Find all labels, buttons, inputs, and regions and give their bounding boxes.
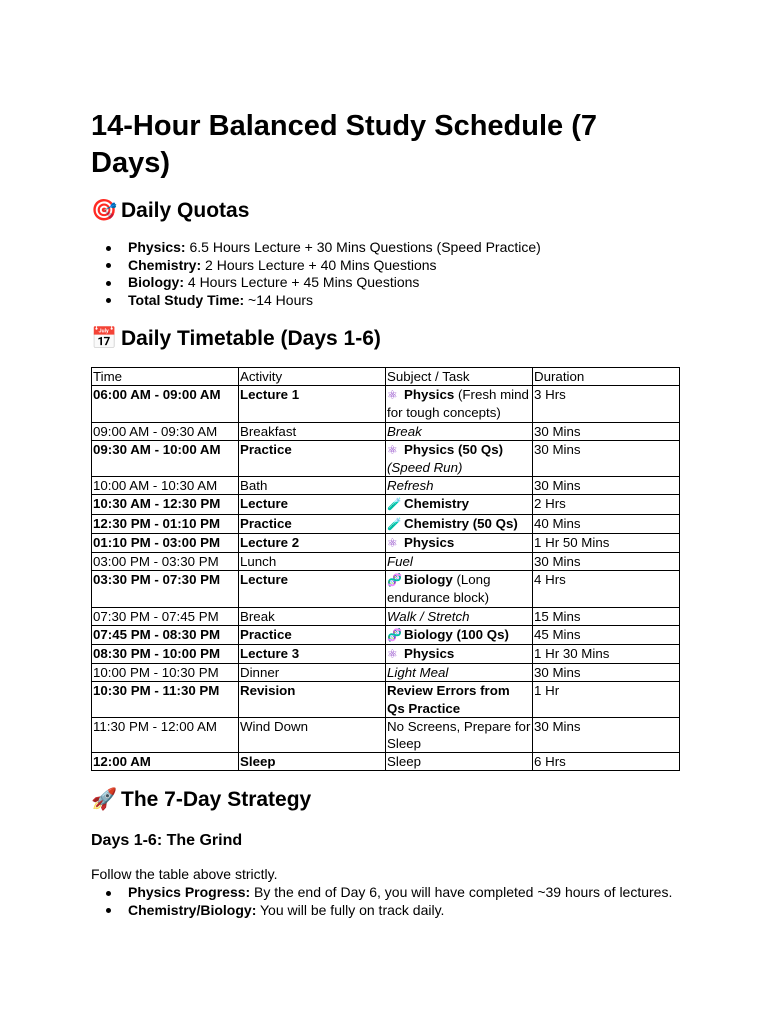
table-row <box>92 386 680 422</box>
strategy-list <box>91 884 672 919</box>
daily-quotas-heading <box>91 198 249 224</box>
cell-subject <box>386 682 533 717</box>
subject-main: Physics (50 Qs) <box>404 441 504 457</box>
atom-icon: ⚛ <box>387 442 398 457</box>
cell-activity: Practice <box>239 440 386 476</box>
cell-subject <box>386 553 533 571</box>
list-item <box>91 902 672 920</box>
cell-subject <box>386 625 533 644</box>
subject-note: Refresh <box>387 478 434 494</box>
cell-time: 03:30 PM - 07:30 PM <box>92 571 239 607</box>
table-row <box>92 625 680 644</box>
table-row <box>92 682 680 717</box>
strategy-label: Physics Progress: <box>128 884 251 900</box>
list-item <box>91 239 541 257</box>
atom-icon: ⚛ <box>387 535 398 550</box>
cell-duration: 30 Mins <box>533 422 680 440</box>
dna-icon: 🧬 <box>387 573 402 588</box>
test-tube-icon: 🧪 <box>387 516 402 531</box>
cell-activity: Breakfast <box>239 422 386 440</box>
strategy-text: You will be fully on track daily. <box>256 901 445 918</box>
strategy-subheading: Days 1-6: The Grind <box>91 832 243 849</box>
table-row <box>92 477 680 495</box>
subject-note: Sleep <box>387 754 422 770</box>
table-row <box>92 753 680 771</box>
daily-quotas-list <box>91 239 541 309</box>
calendar-icon: 📅 <box>91 327 118 350</box>
table-row <box>92 495 680 514</box>
cell-duration: 2 Hrs <box>533 495 680 514</box>
cell-time: 07:45 PM - 08:30 PM <box>92 625 239 644</box>
atom-icon: ⚛ <box>387 647 398 662</box>
cell-subject <box>386 717 533 752</box>
cell-activity: Break <box>239 607 386 625</box>
cell-subject <box>386 571 533 607</box>
subject-note: No Screens, Prepare for Sleep <box>387 718 531 752</box>
cell-duration: 40 Mins <box>533 514 680 533</box>
cell-duration: 1 Hr 50 Mins <box>533 533 680 552</box>
quota-text: 4 Hours Lecture + 45 Mins Questions <box>184 274 420 291</box>
table-header-row <box>92 368 680 386</box>
subject-note: Walk / Stretch <box>387 608 470 624</box>
table-row <box>92 664 680 682</box>
list-item <box>91 257 541 275</box>
subject-note: Break <box>387 423 422 439</box>
subject-main: Physics <box>404 646 455 662</box>
subject-note: (Fresh mind for tough concepts) <box>387 387 529 421</box>
cell-subject <box>386 440 533 476</box>
strategy-heading-text: The 7-Day Strategy <box>121 788 312 811</box>
table-row <box>92 571 680 607</box>
cell-duration: 30 Mins <box>533 553 680 571</box>
rocket-icon: 🚀 <box>91 788 118 811</box>
cell-activity: Lecture <box>239 495 386 514</box>
cell-subject <box>386 514 533 533</box>
cell-duration: 1 Hr 30 Mins <box>533 645 680 664</box>
subject-main: Chemistry (50 Qs) <box>404 515 518 531</box>
cell-subject <box>386 645 533 664</box>
dna-icon: 🧬 <box>387 627 402 642</box>
subject-note: (Speed Run) <box>387 460 463 476</box>
strategy-intro: Follow the table above strictly. <box>91 866 278 882</box>
target-icon: 🎯 <box>91 199 118 222</box>
table-row <box>92 440 680 476</box>
cell-time: 09:30 AM - 10:00 AM <box>92 440 239 476</box>
cell-time: 12:30 PM - 01:10 PM <box>92 514 239 533</box>
strategy-text: By the end of Day 6, you will have completed ~39 hours of lectures. <box>250 884 673 900</box>
subject-main: Biology (100 Qs) <box>404 626 509 642</box>
subject-main: Physics <box>404 387 455 403</box>
cell-time: 08:30 PM - 10:00 PM <box>92 645 239 664</box>
subject-main: Review Errors from Qs Practice <box>387 683 510 716</box>
quota-text: 6.5 Hours Lecture + 30 Mins Questions (Speed Practice) <box>185 239 541 255</box>
cell-time: 10:00 AM - 10:30 AM <box>92 477 239 495</box>
cell-activity: Sleep <box>239 753 386 771</box>
cell-duration: 15 Mins <box>533 607 680 625</box>
quota-label: Biology: <box>128 274 184 291</box>
cell-time: 03:00 PM - 03:30 PM <box>92 553 239 571</box>
cell-subject <box>386 477 533 495</box>
cell-activity: Lecture <box>239 571 386 607</box>
list-item <box>91 884 672 902</box>
cell-time: 12:00 AM <box>92 753 239 771</box>
daily-timetable-heading-text: Daily Timetable (Days 1-6) <box>121 327 381 350</box>
strategy-heading <box>91 787 311 813</box>
table-row <box>92 645 680 664</box>
header-cell-activity: Activity <box>239 368 386 386</box>
cell-time: 06:00 AM - 09:00 AM <box>92 386 239 422</box>
cell-duration: 45 Mins <box>533 625 680 644</box>
table-row <box>92 533 680 552</box>
list-item <box>91 292 541 310</box>
subject-note: Fuel <box>387 554 413 570</box>
atom-icon: ⚛ <box>387 388 398 403</box>
cell-duration: 30 Mins <box>533 717 680 752</box>
cell-duration: 30 Mins <box>533 477 680 495</box>
subject-main: Physics <box>404 534 455 550</box>
table-row <box>92 553 680 571</box>
header-cell-time: Time <box>92 368 239 386</box>
quota-text: ~14 Hours <box>244 291 314 308</box>
cell-activity: Practice <box>239 514 386 533</box>
cell-activity: Wind Down <box>239 717 386 752</box>
cell-time: 11:30 PM - 12:00 AM <box>92 717 239 752</box>
cell-activity: Lecture 1 <box>239 386 386 422</box>
page-title: 14-Hour Balanced Study Schedule (7 Days) <box>91 110 598 179</box>
cell-activity: Lecture 2 <box>239 533 386 552</box>
cell-activity: Dinner <box>239 664 386 682</box>
daily-timetable-heading <box>91 326 381 352</box>
cell-duration: 4 Hrs <box>533 571 680 607</box>
test-tube-icon: 🧪 <box>387 497 402 512</box>
quota-label: Physics: <box>128 239 186 255</box>
cell-subject <box>386 386 533 422</box>
header-cell-subject: Subject / Task <box>386 368 533 386</box>
table-row <box>92 514 680 533</box>
subject-main: Chemistry <box>404 496 470 512</box>
cell-duration: 6 Hrs <box>533 753 680 771</box>
subject-note: Light Meal <box>387 665 449 681</box>
subject-main: Biology <box>404 572 453 588</box>
cell-activity: Practice <box>239 625 386 644</box>
quota-label: Total Study Time: <box>128 291 245 308</box>
cell-activity: Lecture 3 <box>239 645 386 664</box>
quota-label: Chemistry: <box>128 256 202 273</box>
cell-duration: 1 Hr <box>533 682 680 717</box>
cell-time: 09:00 AM - 09:30 AM <box>92 422 239 440</box>
subject-note: (Long endurance block) <box>387 572 491 606</box>
cell-time: 10:30 AM - 12:30 PM <box>92 495 239 514</box>
cell-activity: Lunch <box>239 553 386 571</box>
list-item <box>91 274 541 292</box>
cell-subject <box>386 533 533 552</box>
daily-quotas-heading-text: Daily Quotas <box>121 199 250 222</box>
header-cell-duration: Duration <box>533 368 680 386</box>
cell-subject <box>386 422 533 440</box>
timetable <box>91 367 680 771</box>
strategy-label: Chemistry/Biology: <box>128 901 257 918</box>
cell-time: 10:30 PM - 11:30 PM <box>92 682 239 717</box>
table-row <box>92 717 680 752</box>
cell-duration: 3 Hrs <box>533 386 680 422</box>
cell-time: 10:00 PM - 10:30 PM <box>92 664 239 682</box>
cell-subject <box>386 664 533 682</box>
cell-time: 07:30 PM - 07:45 PM <box>92 607 239 625</box>
cell-duration: 30 Mins <box>533 664 680 682</box>
table-row <box>92 422 680 440</box>
cell-activity: Bath <box>239 477 386 495</box>
cell-subject <box>386 607 533 625</box>
cell-time: 01:10 PM - 03:00 PM <box>92 533 239 552</box>
quota-text: 2 Hours Lecture + 40 Mins Questions <box>201 256 437 273</box>
cell-subject <box>386 753 533 771</box>
cell-subject <box>386 495 533 514</box>
cell-activity: Revision <box>239 682 386 717</box>
table-row <box>92 607 680 625</box>
cell-duration: 30 Mins <box>533 440 680 476</box>
